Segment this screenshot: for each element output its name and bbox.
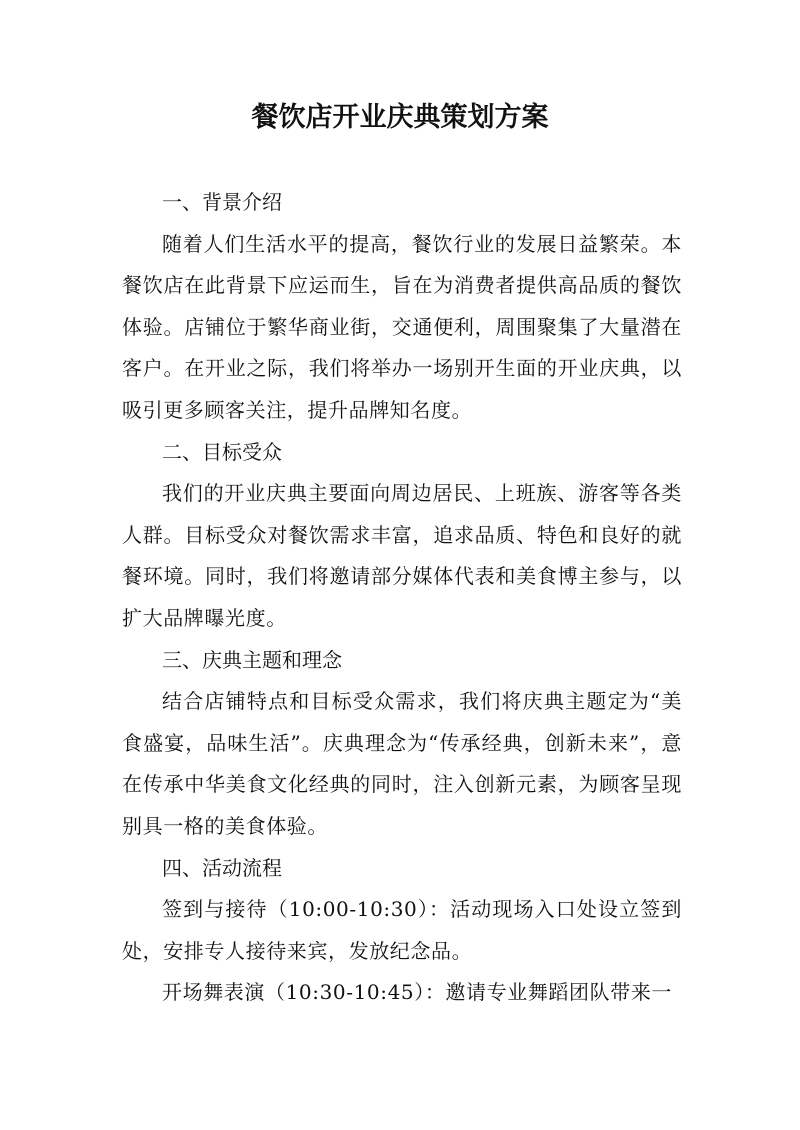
- section-heading-target-audience: 二、目标受众: [162, 439, 282, 464]
- paragraph-opening-dance: 开场舞表演（10:30-10:45）：邀请专业舞蹈团队带来一: [162, 980, 673, 1005]
- paragraph-background: 随着人们生活水平的提高，餐饮行业的发展日益繁荣。本餐饮店在此背景下应运而生，旨在为消费者提供高品质的餐饮体验。店铺位于繁华商业街，交通便利，周围聚集了大量潜在客户。在开业之际，我们将举办一场别开生面的开业庆典，以吸引更多顾客关注，提升品牌知名度。: [122, 231, 682, 422]
- paragraph-target-audience: 我们的开业庆典主要面向周边居民、上班族、游客等各类人群。目标受众对餐饮需求丰富，追求品质、特色和良好的就餐环境。同时，我们将邀请部分媒体代表和美食博主参与，以扩大品牌曝光度。: [122, 481, 682, 630]
- section-heading-background: 一、背景介绍: [162, 190, 282, 214]
- paragraph-check-in-reception: 签到与接待（10:00-10:30）：活动现场入口处设立签到处，安排专人接待来宾，发放纪念品。: [122, 897, 682, 963]
- document-body: [122, 182, 682, 1014]
- section-heading-activity-flow: 四、活动流程: [162, 855, 282, 880]
- document-title: 餐饮店开业庆典策划方案: [251, 102, 549, 133]
- section-heading-theme-concept: 三、庆典主题和理念: [162, 647, 342, 672]
- paragraph-theme-concept: 结合店铺特点和目标受众需求，我们将庆典主题定为“美食盛宴，品味生活”。庆典理念为“传承经典，创新未来”，意在传承中华美食文化经典的同时，注入创新元素，为顾客呈现别具一格的美食体验。: [122, 689, 682, 838]
